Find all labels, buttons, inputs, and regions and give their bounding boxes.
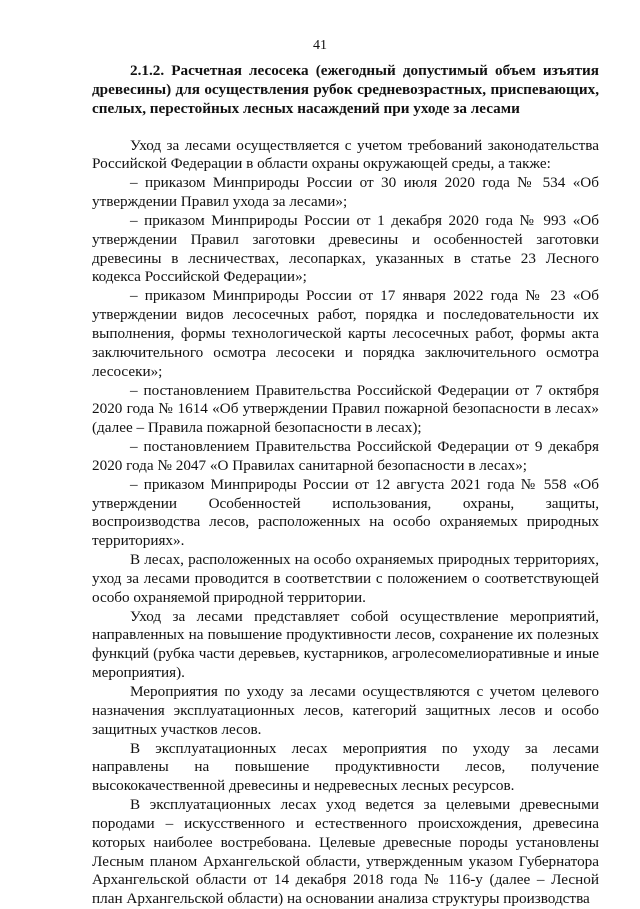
page-number: 41 — [313, 38, 327, 53]
document-body — [92, 62, 599, 909]
paragraph-intro: Уход за лесами осуществляется с учетом требований законодательства Российской Федерации в области охраны окружающей среды, а также: — [92, 136, 599, 173]
section-heading: 2.1.2. Расчетная лесосека (ежегодный допустимый объем изъятия древесины) для осуществления рубок средневозрастных, приспевающих, спелых, перестойных лесных насаждений при уходе за лесами — [92, 62, 599, 117]
paragraph-care-measures: Мероприятия по уходу за лесами осуществляются с учетом целевого назначения эксплуатационных лесов, категорий защитных лесов и особо защитных участков лесов. — [92, 683, 599, 738]
paragraph-exploitation-forests: В эксплуатационных лесах мероприятия по уходу за лесами направлены на повышение продуктивности лесов, получение высококачественной древесины и недревесных лесных ресурсов. — [92, 739, 599, 795]
list-item-resolution-2047: – постановлением Правительства Российской Федерации от 9 декабря 2020 года № 2047 «О Правилах санитарной безопасности в лесах»; — [92, 438, 599, 474]
list-item-order-534: – приказом Минприроды России от 30 июля 2020 года № 534 «Об утверждении Правил ухода за лесами»; — [92, 174, 599, 211]
list-item-order-558: – приказом Минприроды России от 12 августа 2021 года № 558 «Об утверждении Особенностей использования, охраны, защиты, воспроизводства лесов, расположенных на особо охраняемых природных территориях». — [92, 475, 599, 550]
list-item-resolution-1614: – постановлением Правительства Российской Федерации от 7 октября 2020 года № 1614 «Об утверждении Правил пожарной безопасности в лесах» (далее – Правила пожарной безопасности в лесах); — [92, 381, 599, 437]
paragraph-forest-care-definition: Уход за лесами представляет собой осуществление мероприятий, направленных на повышение продуктивности лесов, сохранение их полезных функций (рубка части деревьев, кустарников, агролесомелиоративные и иные мероприятия). — [92, 607, 599, 682]
list-item-order-23: – приказом Минприроды России от 17 января 2022 года № 23 «Об утверждении видов лесосечных работ, порядка и последовательности их выполнения, формы технологической карты лесосечных работ, формы акта заключительного осмотра лесосеки и порядка заключительного осмотра лесосеки»; — [92, 287, 599, 380]
paragraph-protected-areas: В лесах, расположенных на особо охраняемых природных территориях, уход за лесами проводится в соответствии с положением о соответствующей особо охраняемой природной территории. — [92, 551, 599, 606]
paragraph-target-species: В эксплуатационных лесах уход ведется за целевыми древесными породами – искусственного и естественного происхождения, древесина которых наиболее востребована. Целевые древесные породы установлены Лесным планом Архангельской области, утвержденным указом Губернатора Архангельской области от 14 декабря 2018 года № 116-у (далее – Лесной план Архангельской области) на основании анализа структуры производства — [92, 796, 599, 908]
list-item-order-993: – приказом Минприроды России от 1 декабря 2020 года № 993 «Об утверждении Правил заготовки древесины и особенностей заготовки древесины в лесничествах, лесопарках, указанных в статье 23 Лесного кодекса Российской Федерации»; — [92, 211, 599, 286]
